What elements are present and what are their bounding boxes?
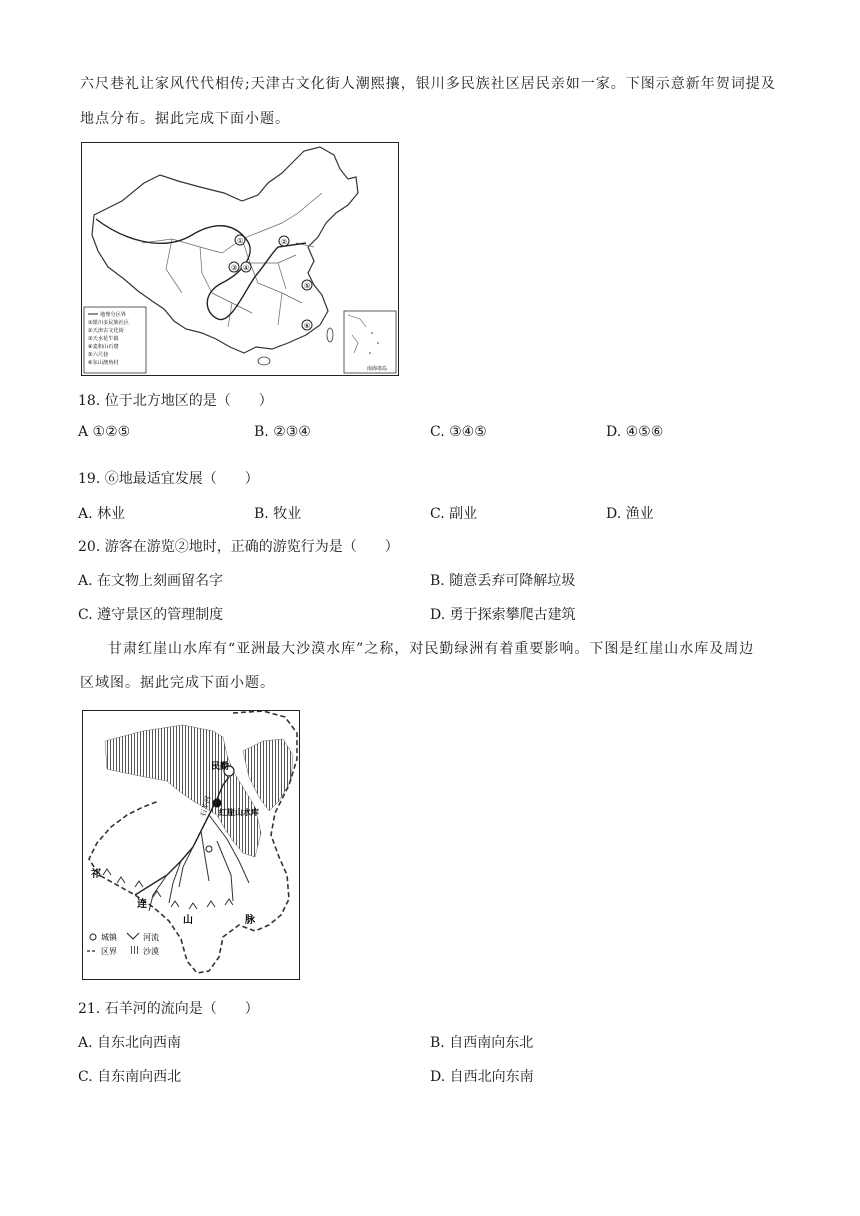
q19-option-d[interactable]: D. 渔业: [606, 506, 654, 522]
marker-4: ④: [243, 264, 250, 272]
q20-option-d[interactable]: D. 勇于探索攀爬古建筑: [430, 607, 576, 623]
legend-item-3: ③天水花牛镇: [88, 336, 119, 342]
legend-boundary: 区界: [101, 947, 117, 956]
hongyashan-reservoir-map: [82, 710, 300, 980]
legend-item-2: ②天津古文化街: [88, 328, 124, 334]
q20-option-b[interactable]: B. 随意丢弃可降解垃圾: [430, 573, 576, 589]
q21-option-d[interactable]: D. 自西北向东南: [430, 1069, 534, 1085]
china-regions-map: [81, 142, 399, 376]
reservoir-map-graphic: [83, 711, 299, 979]
division-boundary: [96, 219, 306, 320]
legend-item-0: 地理分区界: [100, 312, 126, 318]
q21-option-c[interactable]: C. 自东南向西北: [78, 1069, 182, 1085]
q20-option-a[interactable]: A. 在文物上刻画留名字: [78, 573, 224, 589]
marker-1: ①: [237, 237, 244, 245]
q21-option-b[interactable]: B. 自西南向东北: [430, 1035, 534, 1051]
q20-stem: 20. 游客在游览②地时，正确的游览行为是（ ）: [78, 539, 399, 555]
mountain-char-1: 祁: [91, 869, 101, 880]
q18-option-d[interactable]: D. ④⑤⑥: [606, 424, 664, 440]
q18-stem: 18. 位于北方地区的是（ ）: [78, 393, 273, 409]
q18-option-b[interactable]: B. ②③④: [254, 424, 311, 440]
q19-stem: 19. ⑥地最适宜发展（ ）: [78, 471, 259, 487]
marker-6: ⑥: [304, 322, 311, 330]
legend-item-6: ⑥东山澳角村: [88, 360, 119, 366]
desert-area: [105, 725, 261, 857]
river-label: 石羊河: [199, 795, 213, 818]
legend-item-5: ⑤六尺巷: [88, 352, 109, 358]
legend-river: 河流: [143, 933, 159, 942]
china-map-graphic: [82, 143, 398, 375]
marker-3: ③: [231, 264, 238, 272]
town-minqin-label: 民勤: [211, 762, 230, 772]
legend-item-1: ①银川多民族社区: [88, 320, 129, 326]
legend-desert: 沙漠: [143, 947, 159, 956]
legend-item-4: ④麦积山石窟: [88, 344, 119, 350]
reservoir-label: 红崖山水库: [219, 808, 259, 817]
mountain-char-2: 连: [137, 899, 147, 910]
legend-town: 城镇: [101, 933, 117, 942]
marker-2: ②: [281, 238, 288, 246]
intro-paragraph-1-line-1: 六尺巷礼让家风代代相传;天津古文化街人潮熙攘，银川多民族社区居民亲如一家。下图示意新年贺词提及: [80, 76, 776, 92]
marker-5: ⑤: [304, 282, 311, 290]
q21-option-a[interactable]: A. 自东北向西南: [78, 1035, 182, 1051]
q18-option-c[interactable]: C. ③④⑤: [430, 424, 487, 440]
q19-option-a[interactable]: A. 林业: [78, 506, 126, 522]
q19-option-b[interactable]: B. 牧业: [254, 506, 302, 522]
q19-option-c[interactable]: C. 副业: [430, 506, 478, 522]
intro-paragraph-2-line-1: 甘肃红崖山水库有“亚洲最大沙漠水库”之称，对民勤绿洲有着重要影响。下图是红崖山水库及周边: [108, 641, 755, 657]
q18-option-a[interactable]: A ①②⑤: [78, 424, 131, 440]
q21-stem: 21. 石羊河的流向是（ ）: [78, 1001, 259, 1017]
intro-paragraph-2-line-2: 区域图。据此完成下面小题。: [80, 675, 275, 691]
inset-label: 南海诸岛: [367, 366, 388, 372]
mountain-char-4: 脉: [245, 915, 255, 926]
q20-option-c[interactable]: C. 遵守景区的管理制度: [78, 607, 224, 623]
mountain-char-3: 山: [183, 915, 193, 926]
intro-paragraph-1-line-2: 地点分布。据此完成下面小题。: [80, 111, 290, 127]
